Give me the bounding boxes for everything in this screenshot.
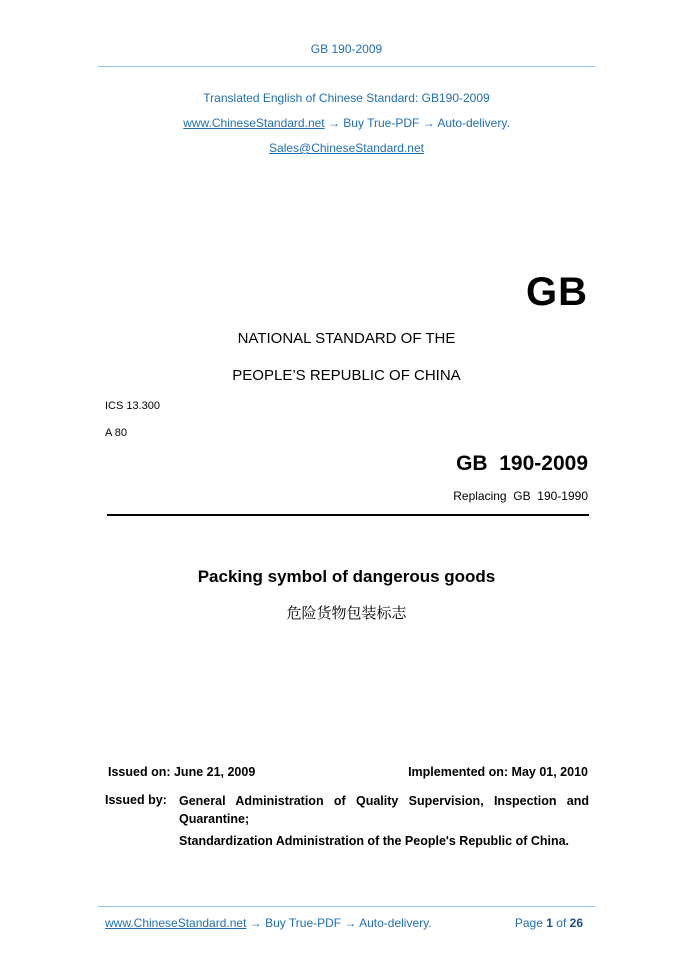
sales-email-link[interactable]: Sales@ChineseStandard.net	[269, 141, 424, 155]
issuer-sac: Standardization Administration of the People's Republic of China.	[179, 834, 570, 848]
page-number: 1	[546, 916, 553, 930]
document-title-english: Packing symbol of dangerous goods	[197, 567, 496, 586]
page-total: 26	[569, 916, 583, 930]
replacing-standard: Replacing GB 190-1990	[453, 489, 588, 503]
footer-website-link[interactable]: www.ChineseStandard.net	[105, 916, 247, 930]
purchase-line	[0, 116, 693, 130]
document-title-chinese: 危险货物包装标志	[286, 604, 407, 622]
implemented-on-date: Implemented on: May 01, 2010	[408, 765, 588, 779]
standard-number: GB 190-2009	[456, 452, 588, 475]
header-title: GB 190-2009	[310, 42, 383, 56]
header-divider	[98, 66, 595, 67]
cover-divider	[107, 514, 589, 516]
of-label: of	[556, 916, 567, 930]
footer-tagline: → Buy True-PDF → Auto-delivery.	[246, 916, 432, 930]
footer-divider	[98, 906, 595, 907]
issued-on-date: Issued on: June 21, 2009	[108, 765, 256, 779]
purchase-tagline: → Buy True-PDF → Auto-delivery.	[324, 116, 510, 130]
issued-by-label: Issued by:	[105, 793, 167, 807]
page-indicator	[515, 916, 583, 930]
gb-mark: GB	[526, 270, 588, 314]
website-link[interactable]: www.ChineseStandard.net	[183, 116, 325, 130]
national-standard-heading-line2: PEOPLE’S REPUBLIC OF CHINA	[232, 367, 461, 384]
ccs-code: A 80	[105, 427, 128, 439]
issuer-aqsiq: General Administration of Quality Supervision, Inspection and Quarantine;	[179, 794, 589, 826]
translation-notice: Translated English of Chinese Standard: GB190-2009	[203, 91, 490, 105]
footer-purchase-line	[105, 916, 432, 930]
email-line	[0, 141, 693, 155]
ics-code: ICS 13.300	[105, 400, 161, 412]
national-standard-heading-line1: NATIONAL STANDARD OF THE	[237, 330, 456, 347]
page-label: Page	[514, 916, 543, 930]
